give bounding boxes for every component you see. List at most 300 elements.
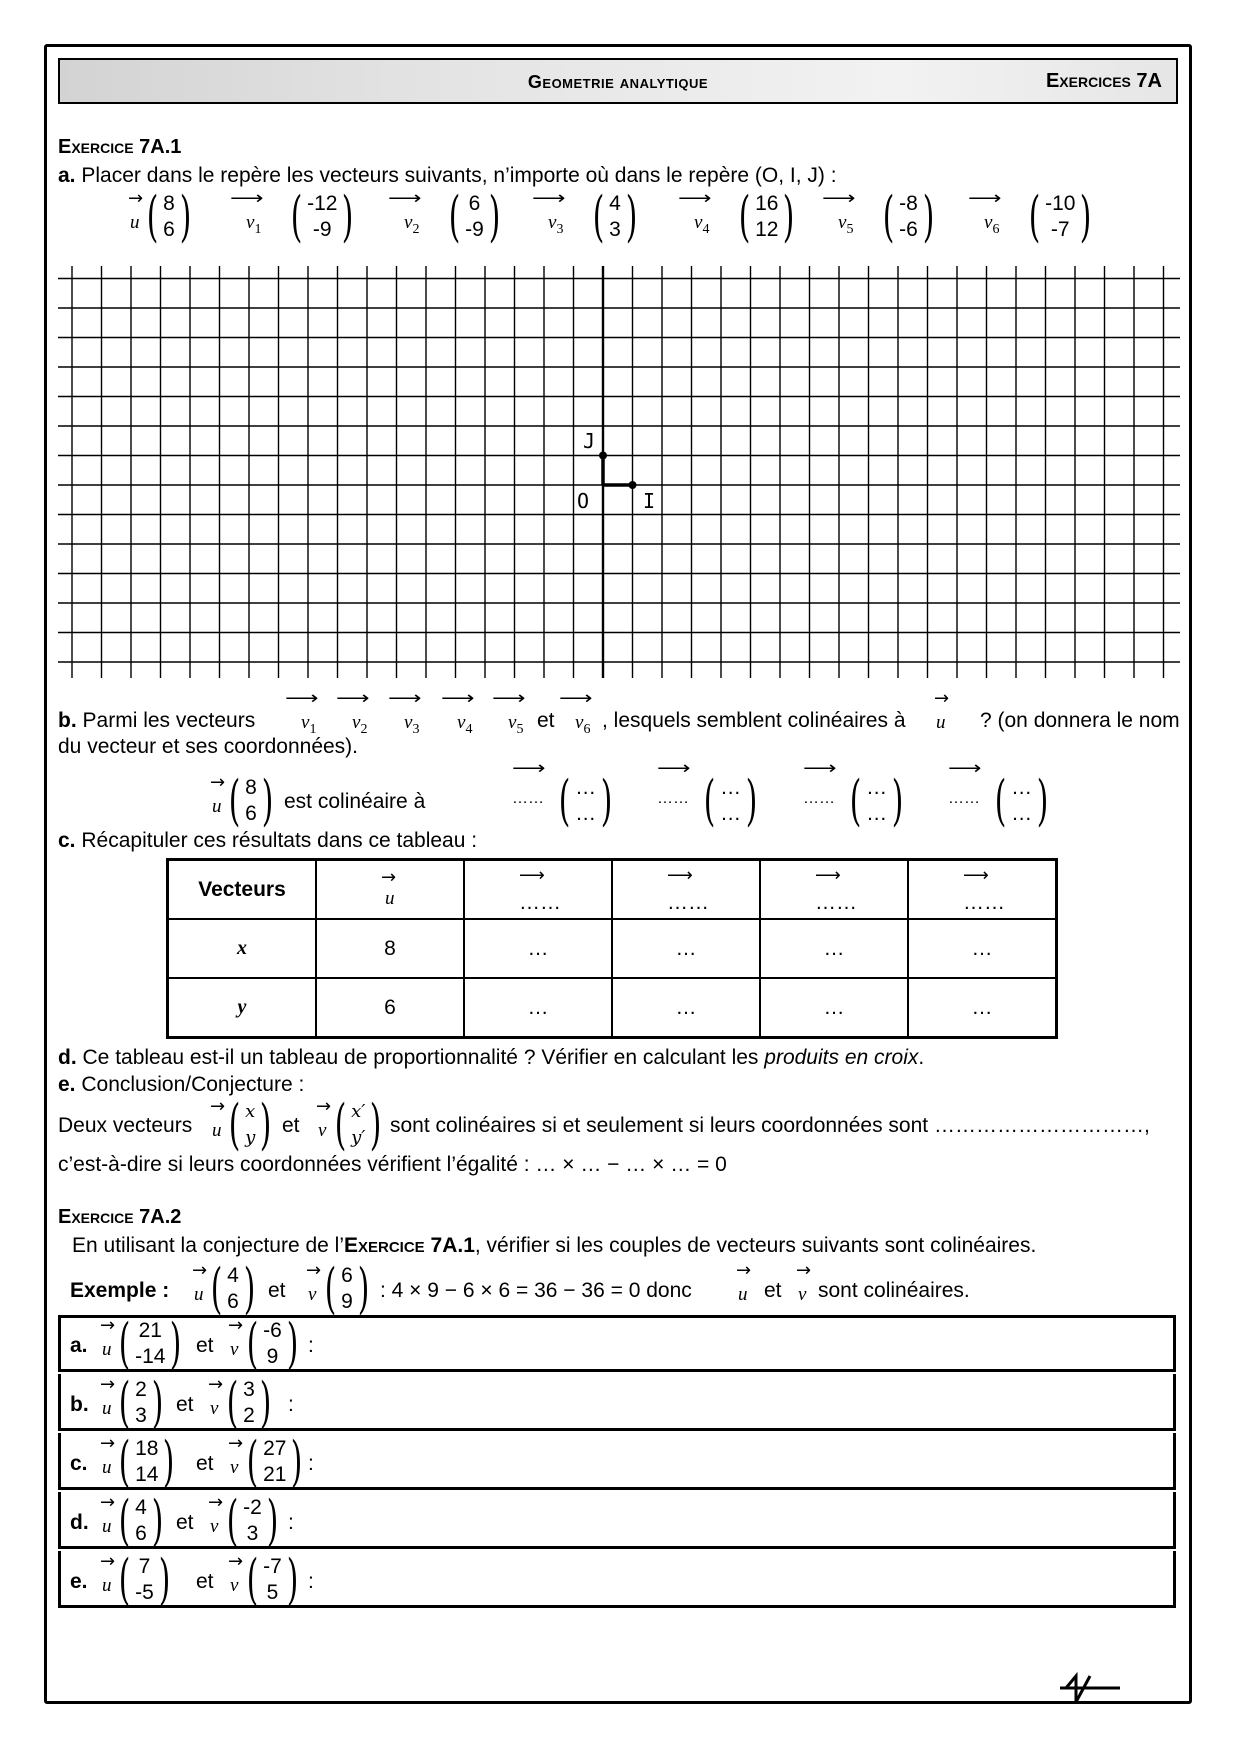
exercise-colon: :: [308, 1334, 314, 1357]
vector-letter: $v_6$: [575, 712, 591, 737]
coord-x: -10: [1045, 192, 1076, 215]
coord-y: 5: [266, 1581, 279, 1604]
coord-x: 7: [138, 1555, 151, 1578]
left-paren: (: [558, 769, 571, 832]
table-vector-blank: ⟶ ……: [612, 860, 760, 920]
column-values: [575, 775, 596, 827]
vector-arrow-icon: →: [100, 1433, 116, 1454]
vector-arrow-icon: ⟶: [230, 188, 264, 209]
right-paren: ): [1080, 185, 1092, 248]
exercise-row-label: e.: [70, 1570, 88, 1593]
vector-name: [934, 690, 950, 734]
blank-vector-name: ……: [512, 790, 544, 807]
coord-x: 4: [135, 1496, 147, 1519]
ex1-a-text: Placer dans le repère les vecteurs suivants, n’importe où dans le repère (O, I, J) :: [81, 164, 837, 187]
table-vector-blank: ⟶ ……: [760, 860, 908, 920]
exercise-colon: :: [308, 1452, 314, 1475]
vector-name: [388, 688, 434, 737]
ex1-b-text2: , lesquels semblent colinéaires à: [602, 709, 906, 732]
ex1-d-text: Ce tableau est-il un tableau de proportionnalité ? Vérifier en calculant les: [82, 1046, 759, 1069]
vector-arrow-icon: ⟶: [532, 188, 566, 209]
exercise-et: et: [196, 1570, 214, 1593]
column-values: [866, 775, 887, 827]
coord-x: 18: [135, 1437, 159, 1460]
exercise-row-label: d.: [70, 1511, 89, 1534]
ex1-c-line: [58, 830, 477, 851]
vector-arrow-icon: →: [100, 1315, 116, 1336]
coord-y: …: [866, 802, 888, 825]
vector-letter: u: [102, 1516, 112, 1537]
coord-y: 9: [341, 1290, 353, 1313]
coordinate-grid: [0, 0, 1240, 700]
table-vector-blank: ⟶ ……: [908, 860, 1057, 920]
vector-subscript: 5: [516, 721, 524, 737]
right-paren: ): [261, 769, 274, 832]
ex1-d-line: [58, 1047, 924, 1068]
table-row: [168, 978, 1057, 1038]
column-values: [135, 1554, 154, 1606]
coord-x: …: [575, 776, 597, 799]
right-paren: ): [625, 185, 638, 248]
left-paren: (: [994, 769, 1007, 832]
column-values: [351, 1099, 365, 1151]
right-paren: ): [922, 185, 935, 248]
recap-table: [166, 858, 1058, 1039]
vector-arrow-icon: →: [210, 772, 226, 793]
left-paren: (: [146, 185, 159, 248]
ex1-e-text: Conclusion/Conjecture :: [81, 1073, 305, 1096]
vector-name: [559, 688, 605, 737]
coord-y: 2: [243, 1404, 255, 1427]
exercise-et: et: [196, 1334, 214, 1357]
vector-name: [336, 688, 382, 737]
column-values: [1011, 775, 1032, 827]
coord-x: …: [720, 776, 742, 799]
right-paren: ): [243, 1257, 256, 1320]
coord-x: 3: [243, 1378, 255, 1401]
conclusion-text-1: Deux vecteurs: [58, 1114, 193, 1137]
exercise-u: [114, 1489, 168, 1552]
coord-x: 8: [245, 776, 257, 799]
ex1-e-line: [58, 1074, 304, 1095]
exercise-v: [222, 1489, 283, 1552]
coord-y: 3: [609, 218, 621, 241]
left-paren: (: [246, 1430, 259, 1493]
table-cell-blank: …: [908, 978, 1057, 1038]
vector-arrow-icon: →: [210, 1096, 226, 1117]
vector-letter: $v_4$: [694, 212, 710, 237]
coord-x: x: [245, 1101, 256, 1122]
vector-arrow-icon: ⟶: [285, 688, 319, 709]
left-paren: (: [849, 769, 862, 832]
vector-letter: $v_4$: [457, 712, 473, 737]
coord-x: 21: [138, 1319, 162, 1342]
vector-letter: u: [936, 712, 946, 733]
vector-arrow-icon: ⟶: [968, 188, 1002, 209]
example-et-2: et: [764, 1279, 782, 1302]
vector-arrow-icon: ⟶: [822, 188, 856, 209]
coord-x: 27: [263, 1437, 287, 1460]
column-values: [245, 1099, 255, 1151]
vector-arrow-icon: →: [934, 688, 950, 709]
column-values: [243, 1377, 255, 1429]
vector-subscript: 6: [583, 721, 591, 737]
exercise-u: [114, 1371, 168, 1434]
left-paren: (: [324, 1257, 337, 1320]
vector-arrow-icon: ⟶: [388, 188, 422, 209]
ex1-b-label: b.: [58, 709, 77, 732]
exercise-et: et: [176, 1511, 194, 1534]
vector-subscript: 2: [412, 221, 420, 237]
table-vector-u: → u: [316, 860, 464, 920]
table-u-y: 6: [316, 978, 464, 1038]
coord-y: -9: [312, 218, 332, 241]
left-paren: (: [118, 1489, 131, 1552]
table-cell-blank: …: [612, 978, 760, 1038]
ex2-title: Exercice 7A.2: [58, 1206, 182, 1228]
column-values: [243, 1495, 262, 1547]
right-paren: ): [179, 185, 192, 248]
left-paren: (: [228, 769, 241, 832]
column-values: [720, 775, 741, 827]
coord-y: -7: [1050, 218, 1070, 241]
column-values: [245, 775, 257, 827]
right-paren: ): [891, 769, 904, 832]
blank-column: [990, 769, 1053, 832]
column-values: [263, 1554, 282, 1606]
exercise-et: et: [176, 1393, 194, 1416]
exercise-colon: :: [308, 1570, 314, 1593]
ex1-b-et: et: [537, 709, 555, 732]
ex1-b-colin: est colinéaire à: [284, 790, 426, 813]
page-corner-mark: [1060, 1668, 1120, 1708]
conclusion-text-2: sont colinéaires si et seulement si leurs coordonnées sont …………………………,: [390, 1114, 1150, 1137]
conclusion-et: et: [282, 1114, 300, 1137]
vector-arrow-icon: →: [208, 1492, 224, 1513]
exercise-row-label: b.: [70, 1393, 89, 1416]
ex1-b-line: [58, 710, 255, 731]
vector-subscript: 3: [556, 221, 564, 237]
coord-x: -12: [307, 192, 338, 215]
right-paren: ): [745, 769, 758, 832]
right-paren: ): [286, 1312, 299, 1375]
vector-subscript: 4: [702, 221, 710, 237]
vector-letter: u: [738, 1284, 748, 1305]
right-paren: ): [151, 1371, 164, 1434]
vector-arrow-icon: →: [208, 1374, 224, 1395]
table-cell-blank: …: [464, 919, 612, 978]
example-end: sont colinéaires.: [818, 1279, 970, 1302]
vector-letter: $v_3$: [548, 212, 564, 237]
right-paren: ): [488, 185, 501, 248]
coord-x: 4: [227, 1264, 239, 1287]
column-values: [135, 1377, 147, 1429]
coord-x: …: [1011, 776, 1033, 799]
exercise-row: [58, 1430, 1176, 1493]
vector-letter: u: [102, 1575, 112, 1596]
vector-letter: $v_5$: [508, 712, 524, 737]
vector-arrow-icon: ⟶: [336, 688, 370, 709]
coord-y: 6: [227, 1290, 239, 1313]
left-paren: (: [118, 1548, 131, 1611]
coord-x: 4: [609, 192, 621, 215]
left-paren: (: [334, 1093, 347, 1156]
vector-name: [492, 688, 538, 737]
right-paren: ): [291, 1430, 303, 1493]
vector-subscript: 1: [309, 721, 317, 737]
ex2-intro-1: En utilisant la conjecture de l’: [72, 1234, 344, 1257]
vector-arrow-icon: →: [228, 1315, 244, 1336]
table-cell-blank: …: [612, 919, 760, 978]
table-u-x: 8: [316, 919, 464, 978]
coord-y: 14: [135, 1463, 159, 1486]
coord-y: -14: [135, 1345, 166, 1368]
blank-vector-name: ……: [803, 790, 835, 807]
coord-x: …: [866, 776, 888, 799]
left-paren: (: [448, 185, 461, 248]
vector-letter: u: [102, 1339, 112, 1360]
right-paren: ): [783, 185, 795, 248]
vector-letter: $v_3$: [404, 712, 420, 737]
left-paren: (: [1028, 185, 1041, 248]
coord-y: -6: [899, 218, 918, 241]
exercise-row: [58, 1548, 1176, 1611]
left-paren: (: [882, 185, 895, 248]
concl-v: [330, 1093, 386, 1156]
left-paren: (: [118, 1371, 131, 1434]
exercise-row: [58, 1312, 1176, 1375]
coord-x: -7: [263, 1555, 282, 1578]
ex1-b-text4: du vecteur et ses coordonnées).: [58, 735, 359, 758]
vector-arrow-icon: ⟶: [388, 688, 422, 709]
vector-letter: $v_5$: [838, 212, 854, 237]
left-paren: (: [246, 1548, 259, 1611]
table-row: [168, 919, 1057, 978]
table-header-cell: Vecteurs: [168, 860, 317, 920]
left-paren: (: [226, 1489, 239, 1552]
blank-column: [554, 769, 617, 832]
header-title: Geometrie analytique: [527, 72, 709, 92]
exercise-u: [114, 1548, 175, 1611]
column-values: [341, 1263, 353, 1315]
vector-name: [796, 1262, 812, 1306]
vector-letter: v: [230, 1339, 239, 1360]
vector-arrow-icon: →: [100, 1374, 116, 1395]
coord-y: …: [720, 802, 742, 825]
vector-arrow-icon: →: [316, 1096, 332, 1117]
vector-arrow-icon: →: [100, 1551, 116, 1572]
table-row-y-label: y: [168, 978, 317, 1038]
coord-x: 6: [341, 1264, 353, 1287]
vector-letter: v: [210, 1398, 219, 1419]
ex1-b-text1: Parmi les vecteurs: [82, 709, 256, 732]
left-paren: (: [118, 1312, 131, 1375]
right-paren: ): [357, 1257, 370, 1320]
vector-arrow-icon: →: [228, 1433, 244, 1454]
blank-vector-name: ……: [657, 790, 689, 807]
vector-arrow-icon: ⟶: [492, 688, 526, 709]
right-paren: ): [163, 1430, 175, 1493]
point-i-label: I: [643, 489, 656, 513]
right-paren: ): [266, 1489, 279, 1552]
vector-letter: u: [194, 1284, 204, 1305]
vector-letter: v: [798, 1284, 807, 1305]
blank-column: [845, 769, 908, 832]
exercise-v: [242, 1312, 303, 1375]
vector-name: [285, 688, 331, 737]
coord-y: y′: [351, 1127, 366, 1148]
left-paren: (: [703, 769, 716, 832]
exercise-row-label: c.: [70, 1452, 88, 1475]
ex1-c-text: Récapituler ces résultats dans ce tableau :: [81, 829, 478, 852]
coord-y: 6: [135, 1522, 147, 1545]
blank-column: [699, 769, 762, 832]
vector-arrow-icon: →: [306, 1260, 322, 1281]
exercise-u: [114, 1312, 187, 1375]
example-et: et: [268, 1279, 286, 1302]
vector-arrow-icon: ⟶: [441, 688, 475, 709]
left-paren: (: [118, 1430, 131, 1493]
vector-arrow-icon: ⟶: [803, 758, 837, 779]
coord-y: 6: [163, 218, 175, 241]
ex1-title: Exercice 7A.1: [58, 136, 182, 158]
table-cell-blank: …: [908, 919, 1057, 978]
table-row-x-label: x: [168, 919, 317, 978]
vector-subscript: 4: [465, 721, 473, 737]
point-o-label: O: [577, 489, 590, 513]
right-paren: ): [151, 1489, 164, 1552]
column-values: [263, 1318, 282, 1370]
vector-letter: v: [318, 1120, 327, 1141]
vector-arrow-icon: ⟶: [678, 188, 712, 209]
right-paren: ): [158, 1548, 171, 1611]
vector-subscript: 1: [254, 221, 262, 237]
table-cell-blank: …: [760, 919, 908, 978]
coord-x: -6: [263, 1319, 282, 1342]
exercise-v: [242, 1430, 308, 1493]
coord-x: x′: [351, 1101, 366, 1122]
left-paren: (: [592, 185, 605, 248]
left-paren: (: [226, 1371, 239, 1434]
exercise-row-label: a.: [70, 1334, 88, 1357]
vector-arrow-icon: ⟶: [512, 758, 546, 779]
coord-y: 12: [755, 218, 779, 241]
vector-arrow-icon: ⟶: [948, 758, 982, 779]
coord-x: 8: [163, 192, 175, 215]
coord-y: -5: [135, 1581, 154, 1604]
example-v: [320, 1257, 374, 1320]
vector-subscript: 6: [992, 221, 1000, 237]
vector-arrow-icon: →: [736, 1260, 752, 1281]
right-paren: ): [370, 1093, 382, 1156]
table-row: [168, 860, 1057, 920]
vector-letter: u: [130, 212, 140, 233]
right-paren: ): [342, 185, 354, 248]
vector-arrow-icon: →: [100, 1492, 116, 1513]
vector-letter: $v_6$: [984, 212, 1000, 237]
ex1-e-label: e.: [58, 1073, 76, 1096]
vector-letter: v: [210, 1516, 219, 1537]
coord-x: -2: [243, 1496, 262, 1519]
left-paren: (: [738, 185, 751, 248]
vector-arrow-icon: ⟶: [559, 688, 593, 709]
coord-y: 3: [135, 1404, 147, 1427]
coord-y: …: [575, 802, 597, 825]
vector-subscript: 3: [412, 721, 420, 737]
ex1-d-italic: produits en croix: [764, 1046, 919, 1069]
coord-y: 21: [263, 1463, 287, 1486]
coord-x: -8: [899, 192, 918, 215]
left-paren: (: [246, 1312, 259, 1375]
point-j-label: J: [583, 429, 596, 453]
vector-arrow-icon: →: [192, 1260, 208, 1281]
exercise-colon: :: [288, 1393, 294, 1416]
exercise-v: [242, 1548, 303, 1611]
vector-letter: u: [102, 1457, 112, 1478]
example-label: Exemple :: [70, 1279, 170, 1302]
coord-y: 6: [245, 802, 257, 825]
left-paren: (: [290, 185, 303, 248]
vector-letter: $v_2$: [352, 712, 368, 737]
vector-letter: v: [308, 1284, 317, 1305]
coord-y: …: [1011, 802, 1033, 825]
example-calc: : 4 × 9 − 6 × 6 = 36 − 36 = 0 donc: [380, 1279, 692, 1302]
ex2-intro: [72, 1235, 1036, 1256]
coord-y: y: [245, 1127, 256, 1148]
column-values: [135, 1318, 165, 1370]
column-values: [227, 1263, 239, 1315]
exercise-colon: :: [288, 1511, 294, 1534]
right-paren: ): [170, 1312, 182, 1375]
vector-name: [736, 1262, 752, 1306]
vector-subscript: 5: [846, 221, 854, 237]
table-cell-blank: …: [464, 978, 612, 1038]
vector-letter: u: [212, 1120, 222, 1141]
ex1-d-label: d.: [58, 1046, 77, 1069]
left-paren: (: [228, 1093, 241, 1156]
column-values: [135, 1436, 158, 1488]
header-exercise-label: Exercices 7A: [1045, 70, 1162, 92]
colin-u: [224, 769, 278, 832]
right-paren: ): [259, 1093, 272, 1156]
vector-arrow-icon: →: [128, 188, 144, 209]
vector-arrow-icon: ⟶: [657, 758, 691, 779]
coord-x: 6: [468, 192, 481, 215]
right-paren: ): [259, 1371, 272, 1434]
exercise-u: [114, 1430, 180, 1493]
ex2-intro-ref: Exercice 7A.1: [344, 1234, 475, 1257]
vector-letter: v: [230, 1575, 239, 1596]
exercise-v: [222, 1371, 276, 1434]
vector-letter: $v_2$: [404, 212, 420, 237]
coord-x: 16: [755, 192, 779, 215]
vector-letter: $v_1$: [301, 712, 317, 737]
vector-letter: v: [230, 1457, 239, 1478]
ex1-a-label: a.: [58, 164, 76, 187]
coord-x: 2: [135, 1378, 147, 1401]
column-values: [263, 1436, 286, 1488]
ex1-b-text3: ? (on donnera le nom: [980, 709, 1180, 732]
concl-u: [224, 1093, 276, 1156]
vector-letter: $v_1$: [246, 212, 262, 237]
blank-vector-name: ……: [948, 790, 980, 807]
vector-letter: u: [212, 796, 222, 817]
ex2-intro-2: , vérifier si les couples de vecteurs suivants sont colinéaires.: [474, 1234, 1037, 1257]
table-cell-blank: …: [760, 978, 908, 1038]
vector-subscript: 2: [360, 721, 368, 737]
coord-y: 9: [266, 1345, 279, 1368]
ex1-c-label: c.: [58, 829, 76, 852]
